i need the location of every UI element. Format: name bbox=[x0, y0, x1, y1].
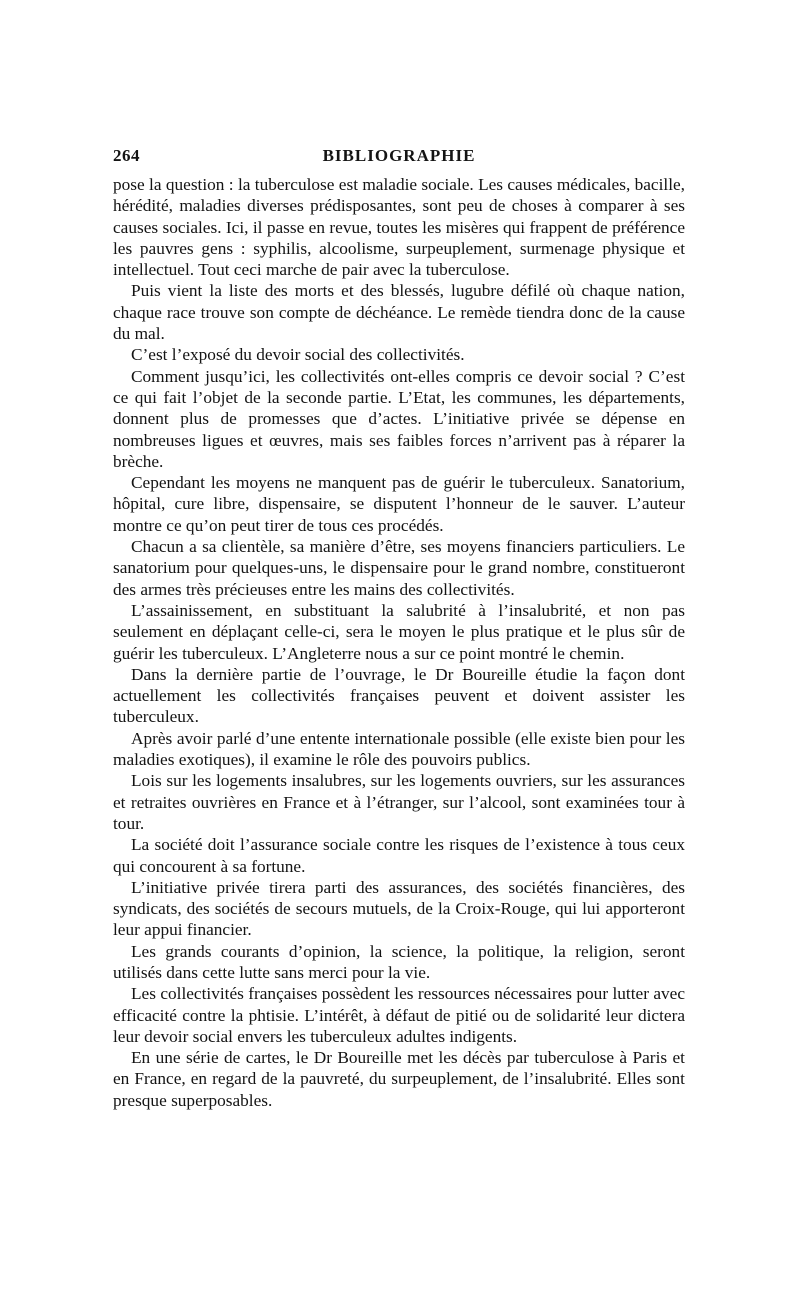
paragraph: C’est l’exposé du devoir social des collectivités. bbox=[131, 345, 465, 365]
paragraph: Les grands courants d’opinion, la science, la politique, la religion, seront utilisés dans cette lutte sans merci pour la vie. bbox=[113, 941, 685, 982]
paragraph: Puis vient la liste des morts et des blessés, lugubre défilé où chaque nation, chaque race trouve son compte de déchéance. Le remède tiendra donc de la cause du mal. bbox=[113, 281, 685, 344]
paragraph: La société doit l’assurance sociale contre les risques de l’existence à tous ceux qui concourent à sa fortune. bbox=[113, 835, 685, 876]
running-head bbox=[113, 140, 685, 174]
page-number: 264 bbox=[113, 146, 140, 165]
paragraph: L’assainissement, en substituant la salubrité à l’insalubrité, et non pas seulement en déplaçant celle-ci, sera le moyen le plus pratique et le plus sûr de guérir les tuberculeux. L’Angleterre nous a sur ce point montré le chemin. bbox=[113, 600, 685, 663]
paragraph: Après avoir parlé d’une entente internationale possible (elle existe bien pour les maladies exotiques), il examine le rôle des pouvoirs publics. bbox=[113, 728, 685, 770]
paragraph: Dans la dernière partie de l’ouvrage, le Dr Boureille étudie la façon dont actuellement les collectivités françaises peuvent et doivent assister les tuberculeux. bbox=[113, 664, 685, 727]
running-title: BIBLIOGRAPHIE bbox=[322, 146, 476, 165]
paragraph: Cependant les moyens ne manquent pas de guérir le tuberculeux. Sanatorium, hôpital, cure libre, dispensaire, se disputent l’honneur de le sauver. L’auteur montre ce qu’on peut tirer de tous ces procédés. bbox=[113, 473, 685, 535]
paragraph: En une série de cartes, le Dr Boureille met les décès par tuberculose à Paris et en France, en regard de la pauvreté, du surpeuplement, de l’insalubrité. Elles sont presque superposables. bbox=[113, 1048, 685, 1110]
paragraph: Les collectivités françaises possèdent les ressources nécessaires pour lutter avec efficacité contre la phtisie. L’intérêt, à défaut de pitié ou de solidarité leur dictera leur devoir social envers les tuberculeux adultes indigents. bbox=[113, 984, 685, 1046]
book-page bbox=[113, 140, 685, 1111]
paragraph: pose la question : la tuberculose est maladie sociale. Les causes médicales, bacille, hérédité, maladies diverses prédisposantes, sont peu de choses à comparer à ses causes sociales. Ici, il passe en revue, toutes les misères qui frappent de préférence les pauvres gens : syphilis, alcoolisme, surpeuplement, surmenage physique et intellectuel. Tout ceci marche de pair avec la tuberculose. bbox=[113, 175, 685, 280]
paragraph: L’initiative privée tirera parti des assurances, des sociétés financières, des syndicats, des sociétés de secours mutuels, de la Croix-Rouge, qui lui apporteront leur appui financier. bbox=[113, 877, 685, 940]
paragraph: Comment jusqu’ici, les collectivités ont-elles compris ce devoir social ? C’est ce qui fait l’objet de la seconde partie. L’Etat, les communes, les départements, donnent plus de promesses que d’actes. L’initiative privée se dépense en nombreuses ligues et œuvres, mais ses faibles forces n’arrivent pas à réparer la brèche. bbox=[113, 366, 685, 471]
paragraph: Lois sur les logements insalubres, sur les logements ouvriers, sur les assurances et retraites ouvrières en France et à l’étranger, sur l’alcool, sont examinées tour à tour. bbox=[113, 771, 685, 833]
body-text bbox=[113, 174, 685, 1111]
paragraph: Chacun a sa clientèle, sa manière d’être, ses moyens financiers particuliers. Le sanatorium pour quelques-uns, le dispensaire pour le grand nombre, constitueront des armes très précieuses entre les mains des collectivités. bbox=[113, 537, 685, 599]
